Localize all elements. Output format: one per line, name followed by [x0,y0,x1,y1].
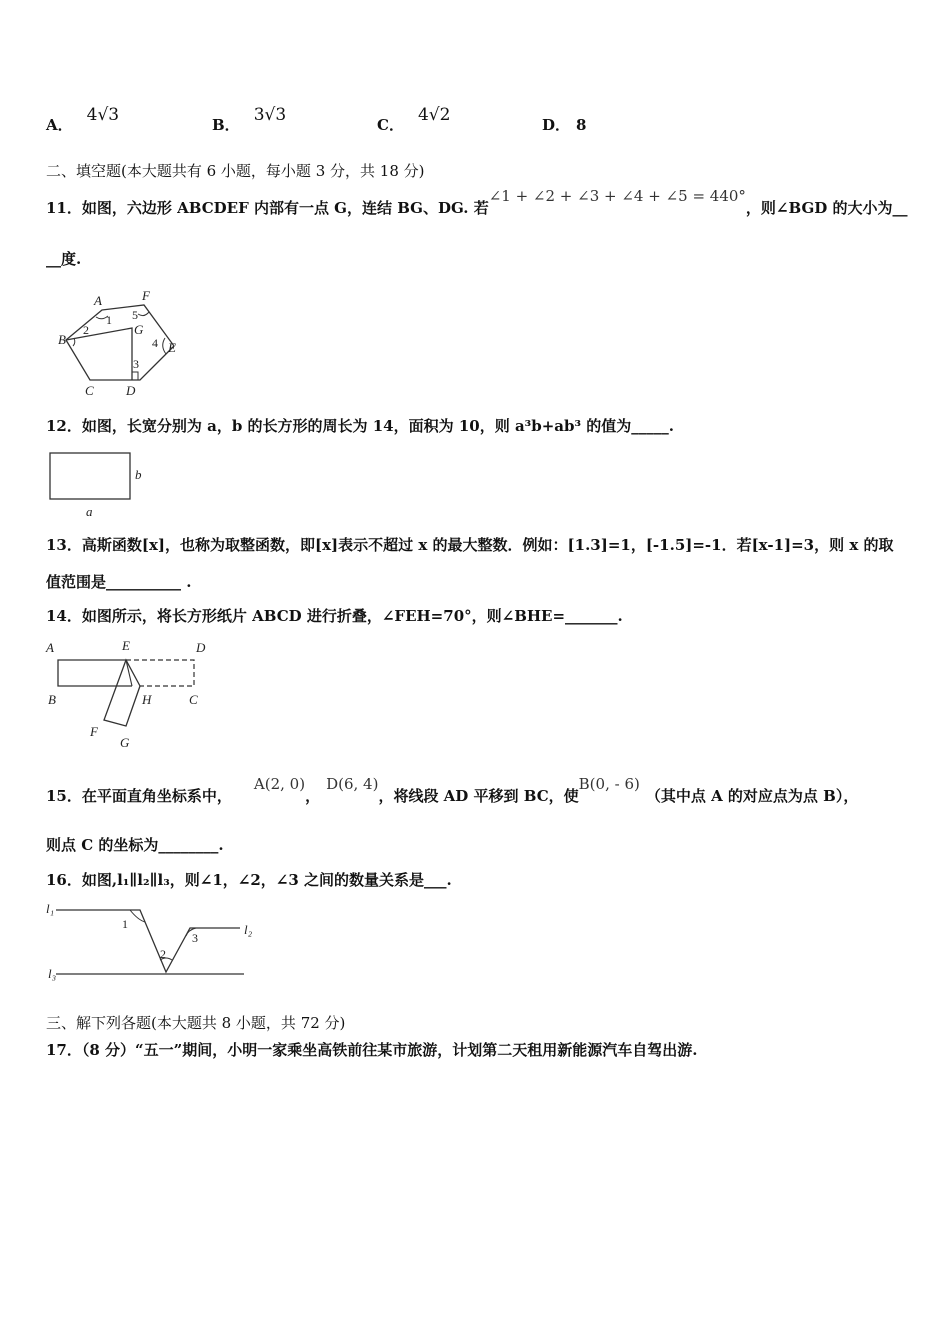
q11-angle-3: 3 [133,357,139,371]
q15-middle: ，将线段 AD 平移到 BC，使 [378,787,579,805]
q15-prefix: 15．在平面直角坐标系中， [46,787,232,805]
q15-point-a: A(2, 0) [253,775,306,793]
option-c-value: 4√2 [417,105,451,125]
q11-line2: __度. [46,250,82,268]
question-16: 16．如图,l₁∥l₂∥l₃，则∠1，∠2，∠3 之间的数量关系是___. [46,871,452,889]
option-a-label: A． [46,116,73,134]
q16-angle-3: 3 [192,931,198,945]
option-b [212,105,287,135]
option-d-value: 8 [576,116,587,134]
question-13-line2: 值范围是__________ . [46,573,192,591]
q14-label-g: G [120,735,130,750]
q11-hexagon-figure [52,288,192,400]
question-15-line2: 则点 C 的坐标为________. [46,836,224,854]
q11-angle-2: 2 [83,323,89,337]
q16-label-l1: l₁ [46,901,55,916]
option-c [377,105,451,135]
q12-rectangle-figure [46,450,156,522]
q14-label-d: D [196,640,206,655]
q16-label-l2: l₂ [244,922,253,937]
q11-label-b: B [58,332,66,347]
option-a-value: 4√3 [86,105,120,125]
q14-label-h: H [142,692,152,707]
q14-label-b: B [48,692,56,707]
question-14: 14．如图所示，将长方形纸片 ABCD 进行折叠，∠FEH=70°，则∠BHE=_______. [46,607,623,625]
q15-point-d: D(6, 4) [326,775,379,793]
q14-fold-figure [44,634,224,754]
q14-label-f: F [90,724,98,739]
q12-label-a: a [86,504,93,519]
option-b-label: B． [212,116,240,134]
q16-label-l3: l₃ [48,966,57,981]
q11-label-a: A [94,293,102,308]
q15-comma: ， [305,787,321,805]
q16-angle-2: 2 [160,947,166,961]
q11-label-f: F [142,288,150,303]
q11-angle-1: 1 [106,313,112,327]
q11-angle-5: 5 [132,308,138,322]
question-13-line1: 13．高斯函数[x]，也称为取整函数，即[x]表示不超过 x 的最大整数．例如：[1.3]=1，[-1.5]=-1．若[x-1]=3，则 x 的取 [46,536,894,554]
question-17: 17．（8 分）“五一”期间，小明一家乘坐高铁前往某市旅游，计划第二天租用新能源汽车自驾出游. [46,1041,698,1059]
q15-point-b: B(0, - 6) [578,775,640,793]
section-2-heading: 二、填空题(本大题共有 6 小题，每小题 3 分，共 18 分) [46,162,425,180]
question-12: 12．如图，长宽分别为 a，b 的长方形的周长为 14，面积为 10，则 a³b+ab³ 的值为_____. [46,417,675,435]
option-d-label: D． [542,116,571,134]
q11-text-before: 11．如图，六边形 ABCDEF 内部有一点 G，连结 BG、DG. 若 [46,199,489,217]
q11-label-c: C [85,383,94,398]
q11-angle-4: 4 [152,336,158,350]
q12-label-b: b [135,467,142,482]
question-15 [46,775,859,806]
section-3-heading: 三、解下列各题(本大题共 8 小题，共 72 分) [46,1014,346,1032]
q15-suffix: （其中点 A 的对应点为点 B）， [645,787,859,805]
q16-angle-1: 1 [122,917,128,931]
q16-parallel-lines-figure [44,898,264,988]
q14-label-c: C [189,692,198,707]
option-c-label: C． [377,116,404,134]
q14-label-e: E [122,638,130,653]
q11-label-d: D [126,383,136,398]
option-a [46,105,120,135]
q14-label-a: A [46,640,54,655]
option-b-value: 3√3 [253,105,287,125]
q11-label-e: E [168,340,176,355]
question-11 [46,187,908,218]
q11-formula: ∠1 + ∠2 + ∠3 + ∠4 + ∠5 = 440° [488,187,746,205]
q11-text-after: ，则∠BGD 的大小为__ [745,199,908,217]
option-d [542,114,586,135]
q11-label-g: G [134,322,144,337]
